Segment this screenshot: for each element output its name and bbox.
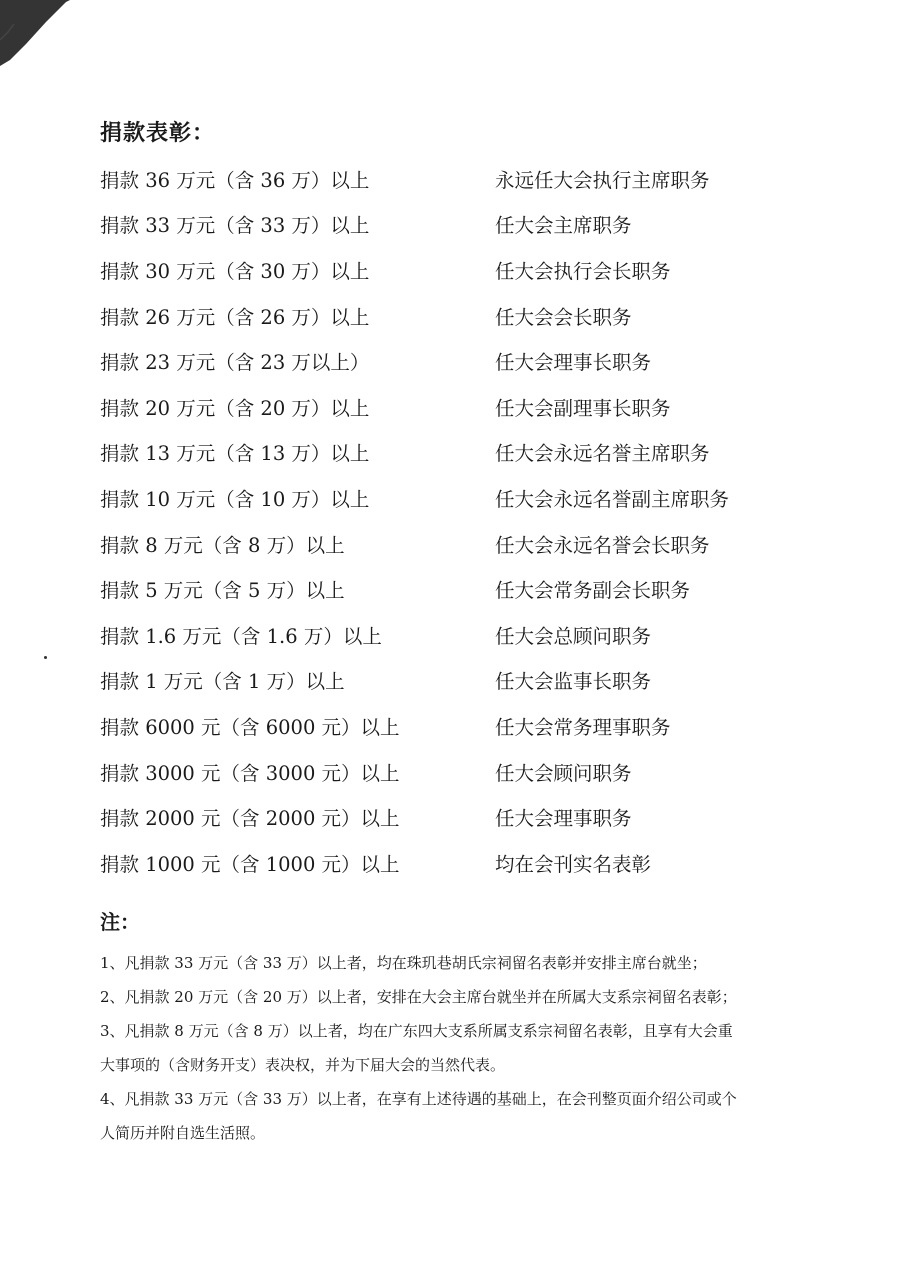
honorary-title: 任大会永远名誉主席职务	[495, 442, 710, 466]
donation-amount: 捐款 6000 元（含 6000 元）以上	[100, 715, 400, 739]
donation-row	[100, 794, 800, 840]
honorary-title: 任大会副理事长职务	[495, 396, 671, 420]
donation-amount: 捐款 2000 元（含 2000 元）以上	[100, 807, 400, 831]
donation-row	[100, 840, 800, 886]
honorary-title: 任大会常务副会长职务	[495, 579, 691, 603]
honorary-title: 任大会永远名誉副主席职务	[495, 487, 730, 511]
page-heading: 捐款表彰：	[100, 120, 216, 146]
donation-amount: 捐款 5 万元（含 5 万）以上	[100, 579, 345, 603]
note-line: 2、凡捐款 20 万元（含 20 万）以上者，安排在大会主席台就坐并在所属大支系宗祠留名表彰；	[100, 988, 737, 1006]
notes-heading: 注：	[100, 910, 140, 934]
note-line: 4、凡捐款 33 万元（含 33 万）以上者，在享有上述待遇的基础上，在会刊整页面介绍公司或个	[100, 1090, 737, 1108]
note-line: 人简历并附自选生活照。	[100, 1124, 266, 1142]
honorary-title: 均在会刊实名表彰	[495, 852, 652, 876]
scan-speck	[44, 656, 47, 659]
donation-row	[100, 612, 800, 658]
donation-table	[100, 156, 800, 886]
note-line: 大事项的（含财务开支）表决权，并为下届大会的当然代表。	[100, 1056, 506, 1074]
donation-row	[100, 247, 800, 293]
donation-amount: 捐款 3000 元（含 3000 元）以上	[100, 761, 400, 785]
donation-amount: 捐款 8 万元（含 8 万）以上	[100, 533, 345, 557]
honorary-title: 任大会常务理事职务	[495, 715, 671, 739]
donation-amount: 捐款 1 万元（含 1 万）以上	[100, 670, 345, 694]
donation-amount: 捐款 10 万元（含 10 万）以上	[100, 487, 370, 511]
donation-amount: 捐款 23 万元（含 23 万以上）	[100, 351, 370, 375]
honorary-title: 任大会理事职务	[495, 807, 632, 831]
note-line: 1、凡捐款 33 万元（含 33 万）以上者，均在珠玑巷胡氏宗祠留名表彰并安排主席台就坐；	[100, 954, 707, 972]
honorary-title: 任大会执行会长职务	[495, 259, 671, 283]
honorary-title: 永远任大会执行主席职务	[495, 168, 710, 192]
donation-row	[100, 384, 800, 430]
honorary-title: 任大会总顾问职务	[495, 624, 652, 648]
donation-row	[100, 293, 800, 339]
donation-amount: 捐款 13 万元（含 13 万）以上	[100, 442, 370, 466]
honorary-title: 任大会永远名誉会长职务	[495, 533, 710, 557]
donation-row	[100, 658, 800, 704]
donation-row	[100, 475, 800, 521]
donation-amount: 捐款 30 万元（含 30 万）以上	[100, 259, 370, 283]
donation-row	[100, 749, 800, 795]
honorary-title: 任大会理事长职务	[495, 351, 652, 375]
donation-amount: 捐款 33 万元（含 33 万）以上	[100, 214, 370, 238]
donation-row	[100, 566, 800, 612]
donation-row	[100, 521, 800, 567]
scan-corner-mark	[0, 0, 80, 70]
donation-row	[100, 430, 800, 476]
donation-amount: 捐款 1000 元（含 1000 元）以上	[100, 852, 400, 876]
honorary-title: 任大会监事长职务	[495, 670, 652, 694]
donation-row	[100, 156, 800, 202]
note-line: 3、凡捐款 8 万元（含 8 万）以上者，均在广东四大支系所属支系宗祠留名表彰，且享有大会重	[100, 1022, 733, 1040]
honorary-title: 任大会会长职务	[495, 305, 632, 329]
donation-row	[100, 202, 800, 248]
donation-amount: 捐款 36 万元（含 36 万）以上	[100, 168, 370, 192]
donation-amount: 捐款 20 万元（含 20 万）以上	[100, 396, 370, 420]
donation-amount: 捐款 1.6 万元（含 1.6 万）以上	[100, 624, 382, 648]
honorary-title: 任大会顾问职务	[495, 761, 632, 785]
donation-row	[100, 338, 800, 384]
honorary-title: 任大会主席职务	[495, 214, 632, 238]
donation-amount: 捐款 26 万元（含 26 万）以上	[100, 305, 370, 329]
donation-row	[100, 703, 800, 749]
notes-list	[100, 946, 800, 1150]
